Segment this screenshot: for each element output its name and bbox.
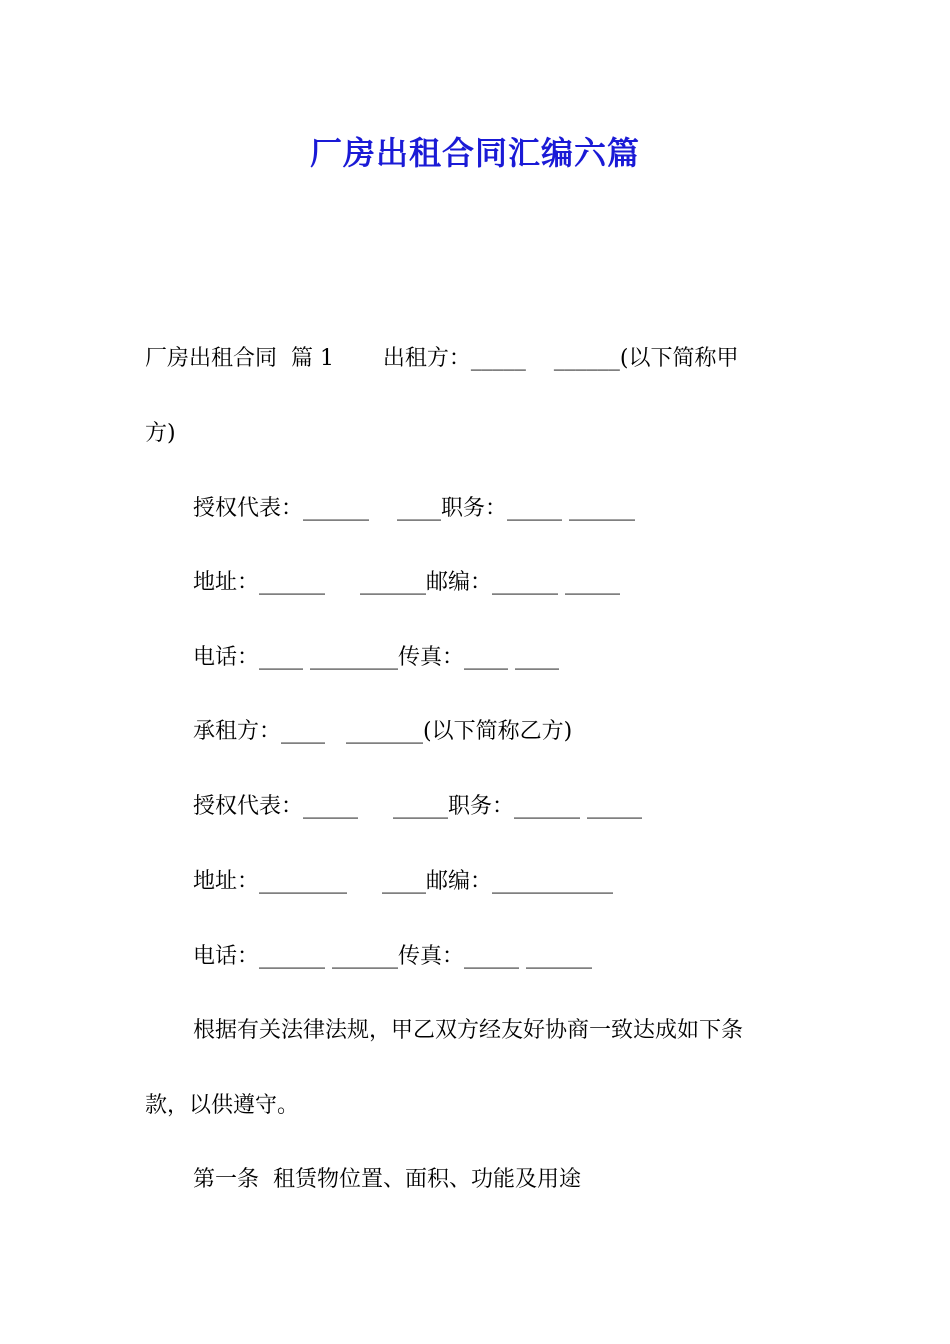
article-one-heading: 第一条 租赁物位置、面积、功能及用途 — [193, 1167, 581, 1192]
lessee-phone-line: 电话：______ ______传真：_____ ______ — [193, 944, 592, 969]
agreement-paragraph-line-2: 款，以供遵守。 — [145, 1093, 300, 1118]
lessor-phone-line: 电话：____ ________传真：____ ____ — [193, 645, 559, 670]
agreement-paragraph-line-1: 根据有关法律法规，甲乙双方经友好协商一致达成如下条 — [193, 1018, 744, 1043]
lessor-line-continuation: 方) — [145, 421, 176, 446]
lessor-address-line: 地址：______ ______邮编：______ _____ — [193, 570, 620, 595]
lessee-representative-line: 授权代表：_____ _____职务：______ _____ — [193, 794, 642, 819]
document-title: 厂房出租合同汇编六篇 — [309, 134, 640, 172]
lessor-representative-line: 授权代表：______ ____职务：_____ ______ — [193, 496, 635, 521]
contract-heading-lessor-line: 厂房出租合同 篇 1 出租方：_____ ______(以下简称甲 — [145, 346, 739, 371]
lessee-line: 承租方：____ _______(以下简称乙方) — [193, 719, 573, 744]
lessee-address-line: 地址：________ ____邮编：___________ — [193, 869, 613, 894]
